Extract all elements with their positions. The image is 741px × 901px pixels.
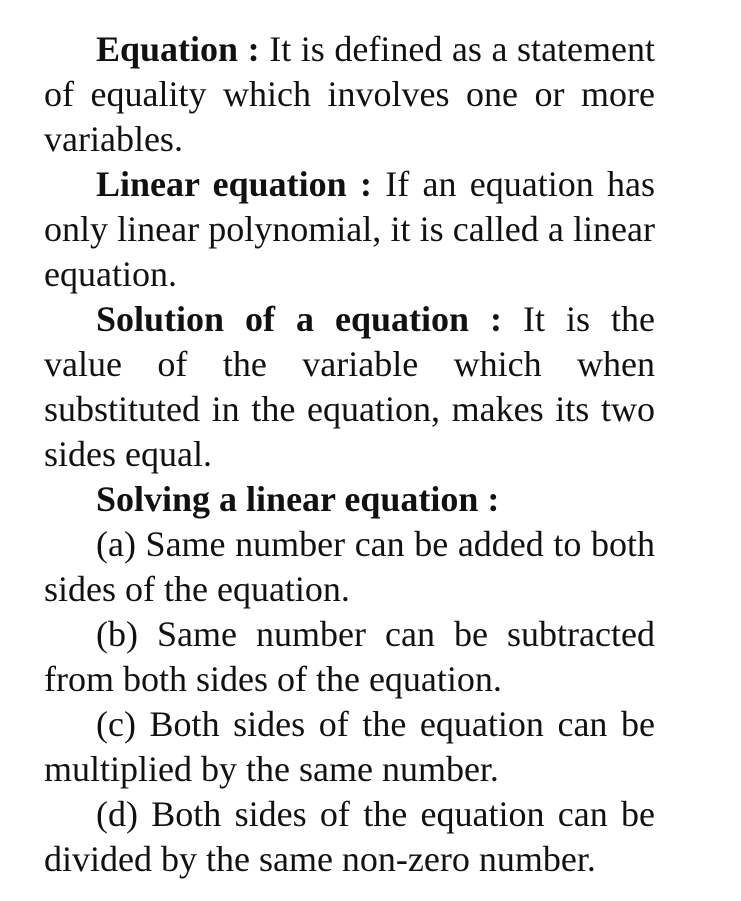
section-heading: Solving a linear equation :	[96, 479, 500, 519]
rule-item: (b) Same number can be subtracted from both sides of the equation.	[44, 614, 655, 699]
definition-text: If an equation has only linear polynomial, it is called a linear equation.	[44, 164, 655, 294]
rule-item: (c) Both sides of the equation can be multiplied by the same number.	[44, 704, 655, 789]
solving-heading	[44, 477, 655, 522]
definition-term: Solution of a equation :	[96, 299, 503, 339]
rule-item: (d) Both sides of the equation can be divided by the same non-zero number.	[44, 794, 655, 879]
definition-solution	[44, 297, 655, 477]
rule-item: (a) Same number can be added to both sides of the equation.	[44, 524, 655, 609]
definition-term: Equation :	[96, 29, 260, 69]
definition-text: It is the value of the variable which when substituted in the equation, makes its two sides equal.	[44, 299, 655, 474]
definition-text: It is defined as a statement of equality which involves one or more variables.	[44, 29, 656, 159]
definition-linear-equation	[44, 162, 655, 297]
definition-term: Linear equation :	[96, 164, 372, 204]
definition-equation	[44, 27, 655, 162]
